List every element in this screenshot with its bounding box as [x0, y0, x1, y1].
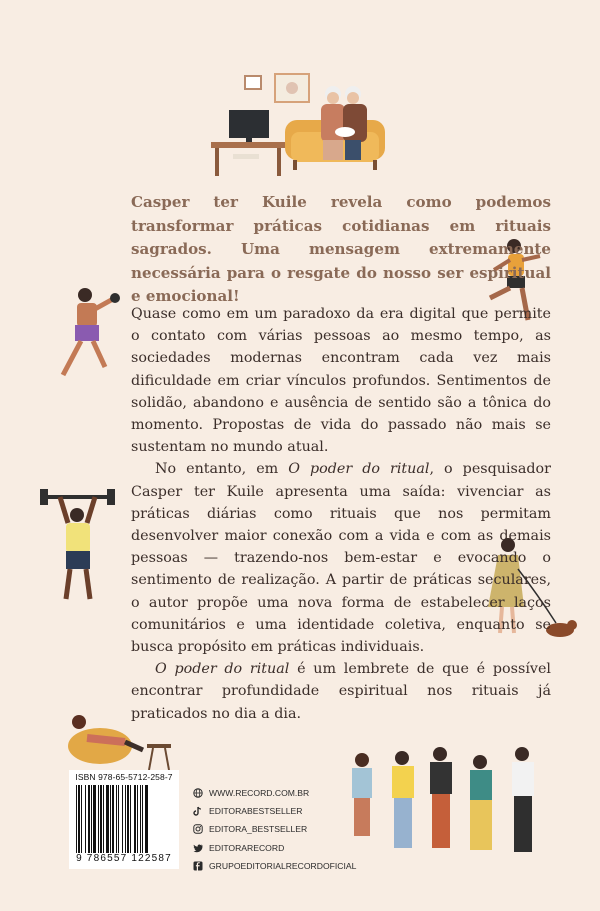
- paragraph-1: Quase como em um paradoxo da era digital que permite o contato com várias pessoas ao mesmo tempo, as sociedades modernas encontram cada vez mais dificuldade em criar vínculos profundos. Sentimentos de solidão, abandono e ausência de sentido são a tônica do momento. Propostas de vida do passado não mais se sustentam no mundo atual.: [131, 306, 551, 456]
- book-title: O poder do ritual: [288, 461, 430, 478]
- social-facebook[interactable]: GRUPOEDITORIALRECORDOFICIAL: [193, 857, 356, 875]
- paragraph-3: O poder do ritual é um lembrete de que é possível encontrar profundidade espiritual nos rituais já praticados no dia a dia.: [131, 661, 551, 722]
- social-tiktok[interactable]: EDITORABESTSELLER: [193, 802, 356, 820]
- social-instagram[interactable]: EDITORA_BESTSELLER: [193, 820, 356, 838]
- facebook-icon: [193, 861, 203, 871]
- social-website[interactable]: WWW.RECORD.COM.BR: [193, 784, 356, 802]
- weightlifter-illustration: [40, 485, 115, 605]
- paragraph-2: No entanto, em O poder do ritual, o pesquisador Casper ter Kuile apresenta uma saída: vivenciar as práticas diárias como rituais que nos permitam desenvolver maior conexão com a vida e com as demais pessoas — trazendo-nos bem-estar e evocando o sentimento de realização. A partir de práticas seculares, o autor propõe uma nova forma de estabelecer laços comunitários e uma identidade coletiva, enquanto se busca propósito em práticas individuais.: [131, 461, 552, 656]
- barcode-number: 9 786557 122587: [76, 853, 172, 864]
- couple-on-sofa-illustration: [205, 72, 395, 180]
- tiktok-icon: [193, 806, 203, 816]
- twitter-icon: [193, 843, 203, 853]
- barcode: [76, 785, 172, 853]
- instagram-icon: [193, 824, 203, 834]
- globe-icon: [193, 788, 203, 798]
- social-twitter[interactable]: EDITORARECORD: [193, 839, 356, 857]
- back-cover-body: [131, 303, 551, 725]
- book-title: O poder do ritual: [155, 661, 290, 678]
- intro-blurb: Casper ter Kuile revela como podemos transformar práticas cotidianas em rituais sagrados. Uma mensagem extremamente necessária para o resgate do nosso ser espiritual e emocional!: [131, 193, 551, 305]
- publisher-social-links: [193, 784, 356, 875]
- isbn-text: ISBN 978-65-5712-258-7: [75, 772, 173, 782]
- dancing-people-illustration: [340, 740, 565, 870]
- boxer-illustration: [55, 285, 125, 380]
